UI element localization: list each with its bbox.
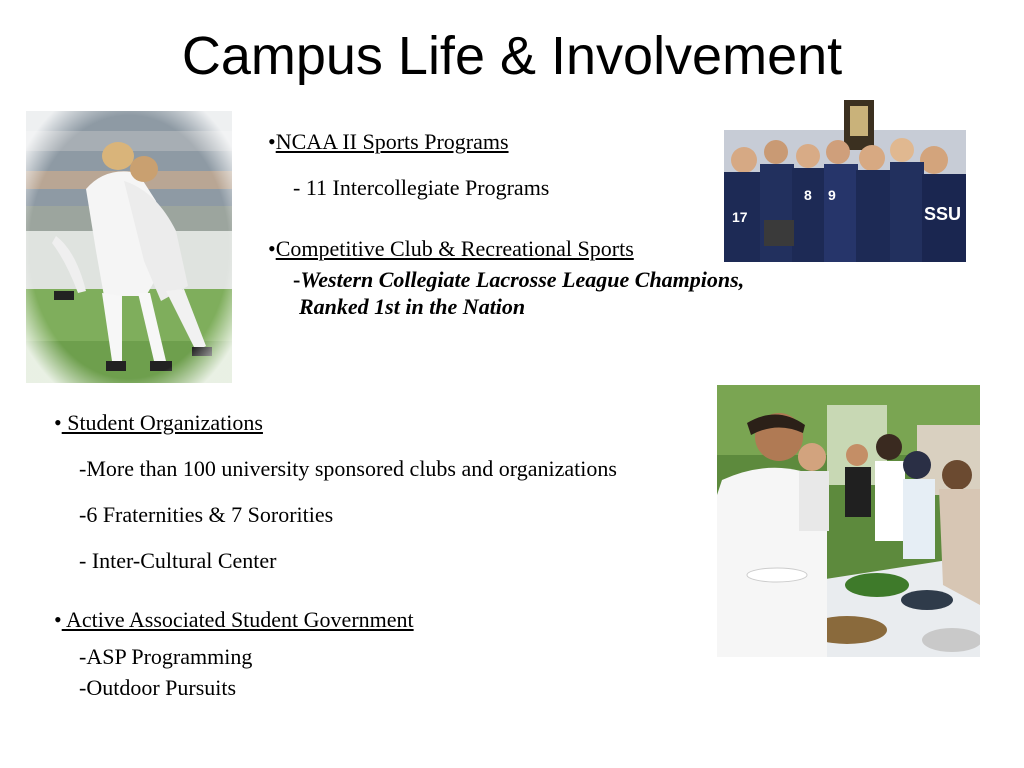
lacrosse-line-1 xyxy=(293,267,744,293)
soccer-photo xyxy=(26,111,232,383)
ncaa-sports-heading: NCAA II Sports Programs xyxy=(275,129,509,154)
lacrosse-photo xyxy=(724,100,966,262)
asg-item: -Outdoor Pursuits xyxy=(79,675,237,700)
lacrosse-line-2: Ranked 1st in the Nation xyxy=(299,294,526,319)
buffet-photo xyxy=(717,385,980,657)
club-sports-bullet-item xyxy=(268,236,634,262)
bullet: • xyxy=(268,236,276,261)
asg-heading: Active Associated Student Government xyxy=(61,607,414,632)
student-orgs-heading: Student Organizations xyxy=(61,410,263,435)
orgs-item: -More than 100 university sponsored clubs and organizations xyxy=(79,456,617,481)
orgs-item: - Inter-Cultural Center xyxy=(79,548,277,573)
student-orgs-bullet-item xyxy=(54,410,263,436)
lacrosse-champions-text: Western Collegiate Lacrosse League Champions, xyxy=(300,267,745,292)
club-sports-heading: Competitive Club & Recreational Sports xyxy=(275,236,634,261)
orgs-item: -6 Fraternities & 7 Sororities xyxy=(79,502,334,527)
asg-item: -ASP Programming xyxy=(79,644,253,669)
jersey-text: SSU xyxy=(924,204,962,224)
dash: - xyxy=(293,267,301,292)
slide-title: Campus Life & Involvement xyxy=(181,26,843,86)
ncaa-bullet-item xyxy=(268,129,509,155)
jersey-number: 9 xyxy=(828,187,836,203)
asg-bullet-item xyxy=(54,607,414,633)
jersey-number: 17 xyxy=(732,209,748,225)
bullet: • xyxy=(54,607,62,632)
bullet: • xyxy=(268,129,276,154)
ncaa-detail: - 11 Intercollegiate Programs xyxy=(293,175,550,200)
jersey-number: 8 xyxy=(804,187,812,203)
bullet: • xyxy=(54,410,62,435)
